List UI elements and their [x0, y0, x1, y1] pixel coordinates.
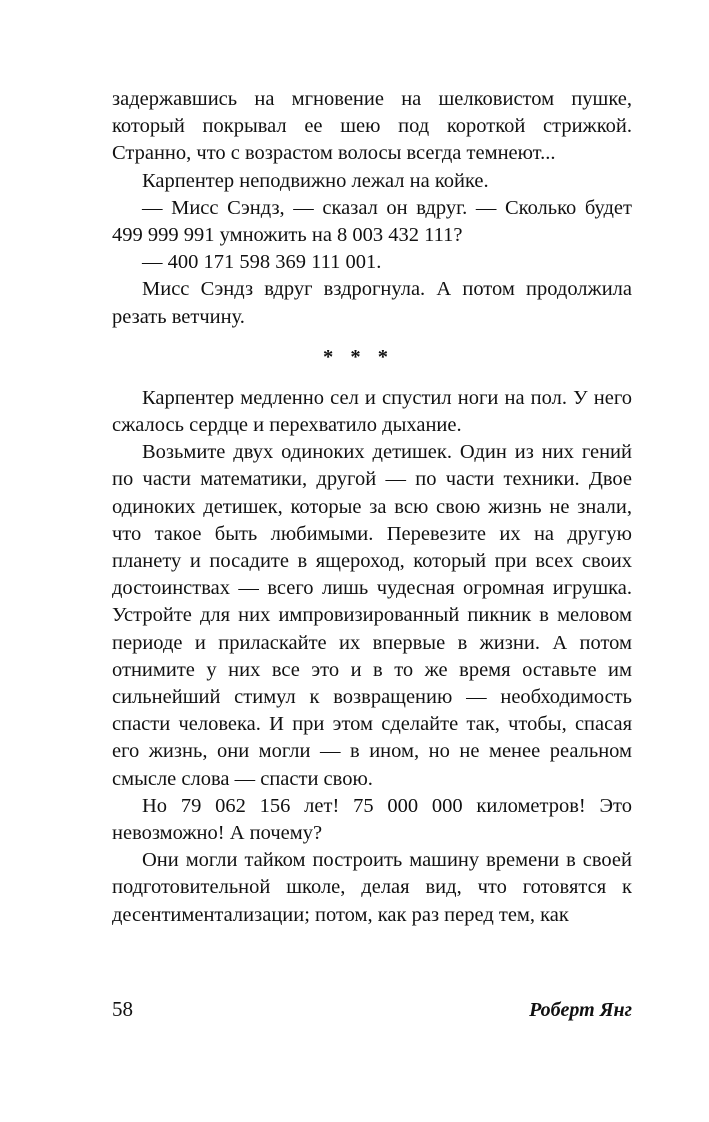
- paragraph-8: Но 79 062 156 лет! 75 000 000 километров! Это невозможно! А почему?: [112, 794, 632, 845]
- paragraph-6: Карпентер медленно сел и спустил ноги на пол. У него сжалось сердце и перехватило дыхание.: [112, 386, 632, 437]
- paragraph-5: Мисс Сэндз вдруг вздрогнула. А потом продолжила резать ветчину.: [112, 278, 632, 328]
- page-body: [112, 86, 632, 929]
- running-author: Роберт Янг: [529, 999, 632, 1021]
- page-number: 58: [112, 997, 133, 1021]
- paragraph-3: — Мисс Сэндз, — сказал он вдруг. — Сколько будет 499 999 991 умножить на 8 003 432 111?: [112, 196, 632, 247]
- page-footer: [112, 997, 632, 1022]
- paragraph-1: задержавшись на мгновение на шелковистом пушке, который покрывал ее шею под короткой стрижкой. Странно, что с возрастом волосы всегда темнеют...: [112, 88, 632, 165]
- paragraph-4: — 400 171 598 369 111 001.: [142, 251, 382, 274]
- paragraph-2: Карпентер неподвижно лежал на койке.: [142, 169, 489, 192]
- paragraph-7: Возьмите двух одиноких детишек. Один из них гений по части математики, другой — по части техники. Двое одиноких детишек, которые за всю свою жизнь не знали, что такое быть любимыми. Перевезите их на другую планету и посадите в ящероход, который при всех своих достоинствах — всего лишь чудесная огромная игрушка. Устройте для них импровизированный пикник в меловом периоде и приласкайте их впервые в жизни. А потом отнимите у них все это и в то же время оставьте им сильнейший стимул к возвращению — необходимость спасти человека. И при этом сделайте так, чтобы, спасая его жизнь, они могли — в ином, но не менее реальном смысле слова — спасти свою.: [112, 441, 632, 790]
- paragraph-9: Они могли тайком построить машину времени в своей подготовительной школе, делая вид, что готовятся к десентиментализации; потом, как раз перед тем, как: [112, 849, 632, 926]
- section-separator: * * *: [323, 346, 394, 369]
